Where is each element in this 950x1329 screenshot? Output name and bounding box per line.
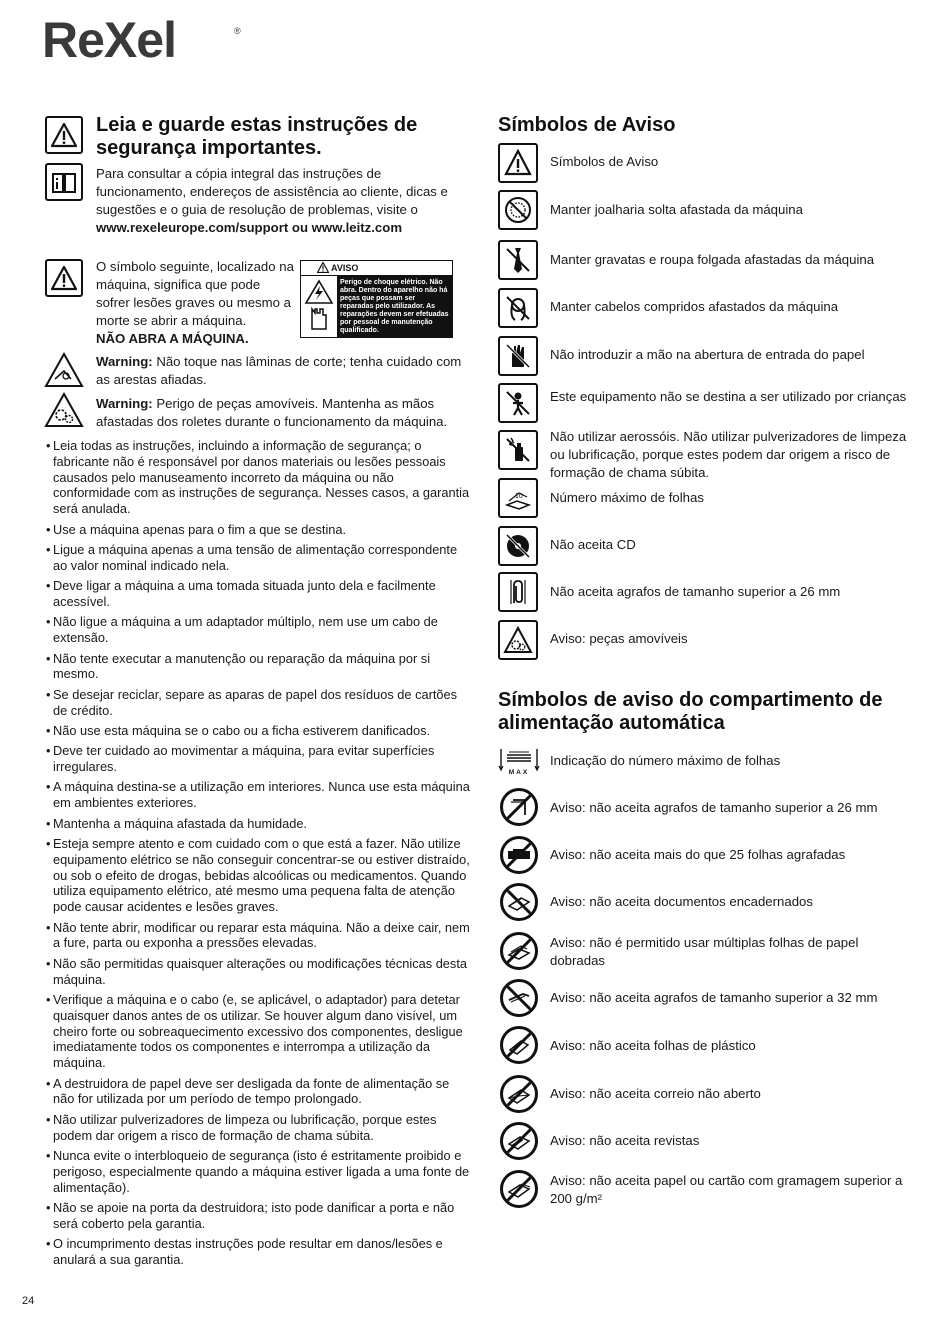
no-staples-26mm-icon [498, 572, 538, 612]
safety-title: Leia e guarde estas instruções de segurança importantes. [96, 114, 418, 159]
list-item: • Se desejar reciclar, separe as aparas de papel dos resíduos de cartões de crédito. [46, 687, 471, 719]
blade-warning-icon [44, 352, 84, 388]
rexel-logo [42, 12, 241, 68]
support-link[interactable]: www.rexeleurope.com/support ou www.leitz.com [96, 220, 403, 235]
list-item: • Não tente abrir, modificar ou reparar esta máquina. Não a deixe cair, nem a fure, parta ou exponha a pressões elevadas. [46, 920, 471, 952]
warning-symbols-title: Símbolos de Aviso [498, 114, 676, 136]
moving-parts-icon [498, 620, 538, 660]
warning-icon [45, 116, 83, 154]
symbol-label: Aviso: não aceita agrafos de tamanho superior a 26 mm [550, 800, 878, 815]
symbol-label: Símbolos de Aviso [550, 154, 659, 169]
max-sheets-icon [498, 478, 538, 518]
no-children-icon [498, 383, 538, 423]
list-item: • Não tente executar a manutenção ou reparação da máquina por si mesmo. [46, 651, 471, 683]
list-item: • A máquina destina-se a utilização em interiores. Nunca use esta máquina em ambientes exteriores. [46, 779, 471, 811]
feed-symbols-title: Símbolos de aviso do compartimento de alimentação automática [498, 689, 883, 734]
symbol-label: Indicação do número máximo de folhas [550, 753, 781, 768]
symbol-label: Este equipamento não se destina a ser utilizado por crianças [550, 389, 907, 404]
moving-parts-warning-icon [44, 392, 84, 428]
list-item: • Não use esta máquina se o cabo ou a ficha estiverem danificados. [46, 723, 471, 739]
intro-paragraph [96, 165, 456, 237]
warning-moving-parts-text: Perigo de peças amovíveis. Mantenha as mãos afastadas dos roletes durante o funcionamento da máquina. [96, 396, 448, 429]
warning-icon [498, 143, 538, 183]
svg-text:10: 10 [515, 493, 523, 500]
list-item: • Use a máquina apenas para o fim a que se destina. [46, 522, 471, 538]
no-bound-documents-icon [500, 883, 538, 921]
symbol-label: Aviso: não aceita correio não aberto [550, 1086, 761, 1101]
list-item: • Mantenha a máquina afastada da humidade. [46, 816, 471, 832]
warning-blades-text: Não toque nas lâminas de corte; tenha cuidado com as arestas afiadas. [96, 354, 462, 387]
warning-moving-parts [96, 395, 471, 431]
symbol-paragraph [96, 258, 296, 348]
aviso-label [300, 260, 453, 338]
list-item: • Verifique a máquina e o cabo (e, se aplicável, o adaptador) para detetar quaisquer danos antes de os utilizar. Se houver algum dano visível, um cheiro forte ou sobreaquecimento excessivo dos componentes, desligue imediatamente todos os componentes e interrompa a utilização da máquina. [46, 992, 471, 1071]
page-number: 24 [22, 1295, 35, 1307]
no-heavy-paper-icon [500, 1170, 538, 1208]
registered-mark: ® [234, 26, 241, 36]
no-staples-32mm-circle-icon [500, 979, 538, 1017]
warning-label: Warning: [96, 396, 153, 411]
aviso-description: Perigo de choque elétrico. Não abra. Dentro do aparelho não há peças que possam ser reparadas pelo utilizador. As reparações devem ser efetuadas por pessoal de manutenção qualificado. [337, 276, 452, 337]
list-item: • Não ligue a máquina a um adaptador múltiplo, nem use um cabo de extensão. [46, 614, 471, 646]
symbol-label: Manter joalharia solta afastada da máquina [550, 202, 803, 217]
safety-bullet-list [46, 438, 471, 1272]
warning-label: Warning: [96, 354, 153, 369]
max-label: MAX [508, 769, 530, 775]
max-sheets-indicator-icon [498, 747, 540, 775]
no-jewelry-icon [498, 190, 538, 230]
intro-text: Para consultar a cópia integral das instruções de funcionamento, endereços de assistência ao cliente, dicas e sugestões e o guia de resolução de problemas, visite o [96, 166, 448, 217]
list-item: • Deve ter cuidado ao movimentar a máquina, para evitar superfícies irregulares. [46, 743, 471, 775]
no-plastic-sheets-icon [500, 1026, 538, 1064]
list-item: • Leia todas as instruções, incluindo a informação de segurança; o fabricante não é responsável por danos materiais ou lesões pessoais causados pelo manuseamento incorreto da máquina ou não conformidade com as instruções de segurança. Nesses casos, a garantia será anulada. [46, 438, 471, 517]
symbol-label: Aviso: não aceita documentos encadernados [550, 894, 813, 909]
symbol-label: Aviso: não aceita folhas de plástico [550, 1038, 756, 1053]
logo-part-2: X [103, 12, 137, 68]
list-item: • Não se apoie na porta da destruidora; isto pode danificar a porta e não será coberto pela garantia. [46, 1200, 471, 1232]
warning-icon [45, 259, 83, 297]
symbol-label: Manter gravatas e roupa folgada afastadas da máquina [550, 252, 875, 267]
symbol-label: Manter cabelos compridos afastados da máquina [550, 299, 839, 314]
logo-part-1: Re [42, 12, 104, 68]
do-not-open-text: NÃO ABRA A MÁQUINA. [96, 331, 249, 346]
no-staples-26mm-circle-icon [500, 788, 538, 826]
list-item: • Deve ligar a máquina a uma tomada situada junto dela e facilmente acessível. [46, 578, 471, 610]
warning-small-icon [317, 262, 329, 273]
no-cd-icon [498, 526, 538, 566]
no-tie-icon [498, 240, 538, 280]
manual-book-icon [45, 163, 83, 201]
list-item: • Não são permitidas quaisquer alterações ou modificações técnicas desta máquina. [46, 956, 471, 988]
symbol-label: Aviso: não aceita agrafos de tamanho superior a 32 mm [550, 990, 878, 1005]
electric-shock-icon [301, 276, 337, 337]
symbol-label: Aviso: peças amovíveis [550, 631, 688, 646]
no-unopened-mail-icon [500, 1075, 538, 1113]
list-item: • Nunca evite o interbloqueio de segurança (isto é estritamente proibido e perigoso, especialmente quando a máquina estiver ligada a uma fonte de alimentação). [46, 1148, 471, 1195]
no-long-hair-icon [498, 288, 538, 328]
symbol-label: Não utilizar aerossóis. Não utilizar pulverizadores de limpeza ou lubrificação, porque estes podem dar origem a risco de formação de chama súbita. [550, 429, 907, 480]
no-folded-sheets-icon [500, 932, 538, 970]
symbol-label: Não aceita agrafos de tamanho superior a 26 mm [550, 584, 841, 599]
no-magazines-icon [500, 1122, 538, 1160]
symbol-label: Número máximo de folhas [550, 490, 704, 505]
list-item: • Não utilizar pulverizadores de limpeza ou lubrificação, porque estes podem dar origem a risco de formação de chama súbita. [46, 1112, 471, 1144]
list-item: • Esteja sempre atento e com cuidado com o que está a fazer. Não utilize equipamento elétrico se não conseguir concentrar-se ou estiver distraído, ou sob o efeito de drogas, bebidas alcoólicas ou medicamentos. Quando utiliza equipamento elétrico, até mesmo uma pequena falta de atenção pode causar acidentes e lesões graves. [46, 836, 471, 915]
symbol-label: Não introduzir a mão na abertura de entrada do papel [550, 347, 865, 362]
warning-blades [96, 353, 466, 389]
symbol-label: Aviso: não aceita revistas [550, 1133, 700, 1148]
list-item: • Ligue a máquina apenas a uma tensão de alimentação correspondente ao valor nominal indicado nela. [46, 542, 471, 574]
symbol-label: Aviso: não aceita mais do que 25 folhas agrafadas [550, 847, 846, 862]
symbol-text: O símbolo seguinte, localizado na máquina, significa que pode sofrer lesões graves ou mesmo a morte se abrir a máquina. [96, 259, 294, 328]
aviso-title: AVISO [331, 263, 359, 273]
list-item: • O incumprimento destas instruções pode resultar em danos/lesões e anulará a sua garantia. [46, 1236, 471, 1268]
no-aerosol-icon [498, 430, 538, 470]
no-hand-icon [498, 336, 538, 376]
symbol-label: Aviso: não aceita papel ou cartão com gramagem superior a 200 g/m² [550, 1173, 903, 1206]
symbol-label: Não aceita CD [550, 537, 636, 552]
symbol-label: Aviso: não é permitido usar múltiplas folhas de papel dobradas [550, 935, 859, 968]
logo-part-3: el [136, 12, 176, 68]
list-item: • A destruidora de papel deve ser desligada da fonte de alimentação se não for utilizada por um período de tempo prolongado. [46, 1076, 471, 1108]
no-stapled-stack-icon [500, 836, 538, 874]
